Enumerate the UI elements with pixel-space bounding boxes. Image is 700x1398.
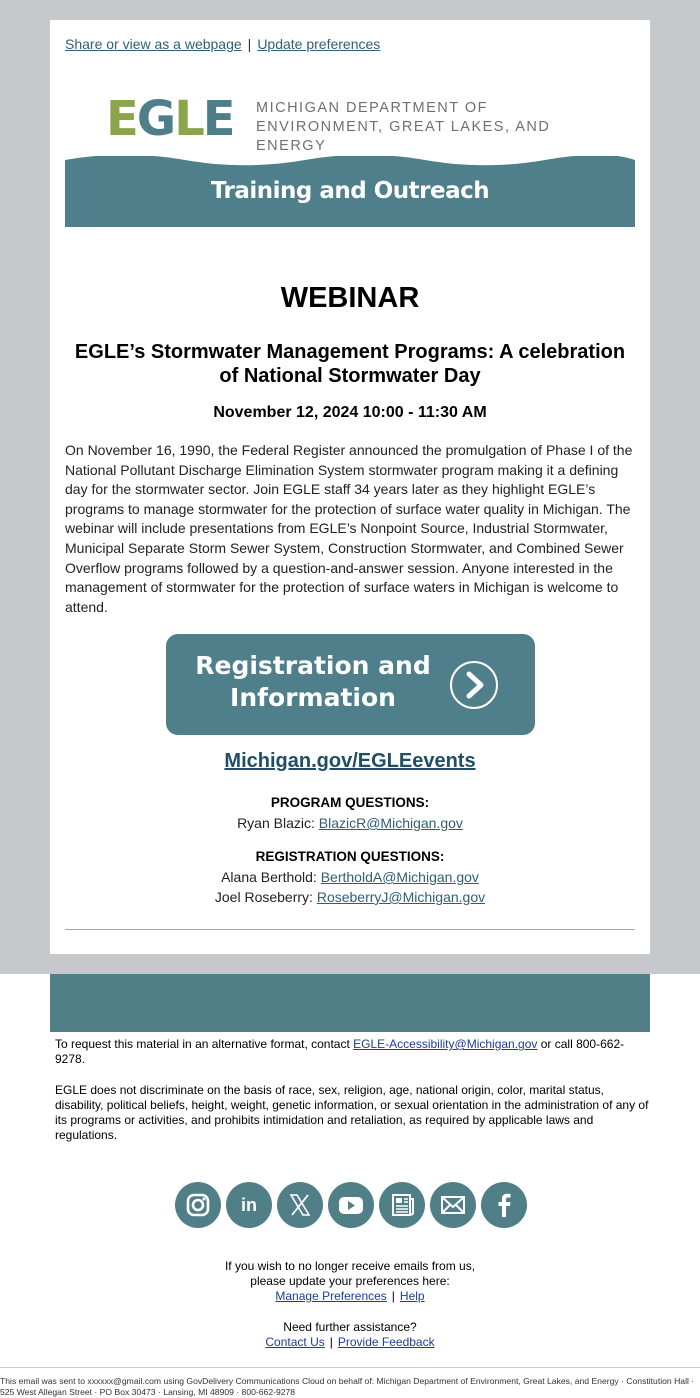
registration-button[interactable] [166,634,535,735]
logo-letter: G [136,91,175,147]
preferences-links [0,1289,700,1304]
logo-letters [106,91,234,147]
help-link[interactable]: Help [399,1289,425,1303]
youtube-icon[interactable] [328,1182,374,1228]
assistance-text: Need further assistance? [283,1320,417,1334]
update-preferences-link[interactable]: Update preferences [257,36,381,52]
facebook-glyph [481,1182,527,1228]
program-questions [50,793,650,833]
banner-title: Training and Outreach [210,178,490,204]
link-separator: | [391,1289,395,1303]
x-glyph [277,1182,323,1228]
contact-name: Ryan Blazic: [237,815,315,831]
newsletter-glyph [379,1182,425,1228]
link-separator: | [329,1335,333,1349]
manage-preferences-link[interactable]: Manage Preferences [275,1289,387,1303]
contact-row [50,813,650,833]
webinar-title: EGLE’s Stormwater Management Programs: A celebration of National Stormwater Day [74,341,626,387]
provide-feedback-link[interactable]: Provide Feedback [337,1335,435,1349]
email-icon[interactable] [430,1182,476,1228]
contact-email-link[interactable]: BertholdA@Michigan.gov [320,869,479,885]
registration-label-line-2: Information [230,683,396,712]
program-questions-heading: PROGRAM QUESTIONS: [270,795,430,810]
logo-letter: L [174,91,203,147]
header-links [65,36,380,52]
egle-logo [106,91,606,154]
training-banner [65,156,635,227]
share-link[interactable]: Share or view as a webpage [65,36,242,52]
email-card [50,20,650,954]
email-glyph [430,1182,476,1228]
youtube-glyph [328,1182,374,1228]
linkedin-glyph [226,1182,272,1228]
logo-letter: E [106,91,137,147]
egle-events-link[interactable]: Michigan.gov/EGLEevents [224,750,476,772]
logo-line-2: ENVIRONMENT, GREAT LAKES, AND ENERGY [256,119,551,154]
assistance-section [0,1320,700,1350]
header-link-separator: | [247,36,252,52]
logo-letter: E [202,91,234,147]
assistance-links [0,1335,700,1350]
logo-department-name [256,99,606,156]
chevron-right-shape [452,663,496,707]
linkedin-label: in [241,1195,257,1215]
events-link-wrapper [50,750,650,773]
facebook-icon[interactable] [481,1182,527,1228]
social-icons [175,1182,527,1228]
logo-line-1: MICHIGAN DEPARTMENT OF [256,100,488,116]
instagram-glyph [175,1182,221,1228]
unsubscribe-line-2: please update your preferences here: [250,1274,450,1288]
accessibility-notice [55,1037,650,1067]
bottom-divider [0,1367,700,1368]
nondiscrimination-notice: EGLE does not discriminate on the basis of race, sex, religion, age, national origin, color, marital status, disability, political beliefs, height, weight, genetic information, or sexual orientation in the administration of any of its programs or activities, and prohibits intimidation and retaliation, as required by applicable laws and regulations. [55,1083,649,1142]
contact-us-link[interactable]: Contact Us [265,1335,325,1349]
registration-questions [50,847,650,907]
newsletter-icon[interactable] [379,1182,425,1228]
registration-button-label [186,650,440,714]
contact-email-link[interactable]: RoseberryJ@Michigan.gov [316,889,486,905]
govdelivery-notice: This email was sent to xxxxxx@gmail.com using GovDelivery Communications Cloud on behalf of: Michigan Department of Environment, Great Lakes, and Energy · Constitution Hall · 525 West Allegan Street · PO Box 30473 · Lansing, MI 48909 · 800-662-9278 [0,1376,695,1397]
footer-teal-bar [50,974,650,1032]
registration-questions-heading: REGISTRATION QUESTIONS: [255,849,445,864]
accessibility-prefix: To request this material in an alternative format, contact [55,1037,354,1051]
webinar-description: On November 16, 1990, the Federal Register announced the promulgation of Phase I of the National Pollutant Discharge Elimination System stormwater program making it a defining day for the stormwater sector. Join EGLE staff 34 years later as they highlight EGLE’s programs to manage stormwater for the protection of surface water quality in Michigan. The webinar will include presentations from EGLE’s Nonpoint Source, Industrial Stormwater, Municipal Separate Storm Sewer System, Construction Stormwater, and Combined Sewer Overflow programs followed by a question-and-answer session. Anyone interested in the management of stormwater for the protection of surface waters in Michigan is welcome to attend. [65,442,633,615]
accessibility-suffix: or call 800-662-9278. [55,1037,625,1066]
x-twitter-icon[interactable] [277,1182,323,1228]
unsubscribe-section [0,1259,700,1304]
webinar-date: November 12, 2024 10:00 - 11:30 AM [213,404,487,421]
contact-row [50,867,650,887]
chevron-right-icon [450,661,498,709]
linkedin-icon[interactable] [226,1182,272,1228]
registration-label-line-1: Registration and [195,651,431,680]
instagram-icon[interactable] [175,1182,221,1228]
webinar-heading: WEBINAR [280,282,420,314]
contact-row [50,887,650,907]
content-divider [65,929,635,930]
contact-email-link[interactable]: BlazicR@Michigan.gov [318,815,463,831]
contact-name: Alana Berthold: [221,869,317,885]
unsubscribe-line-1: If you wish to no longer receive emails from us, [224,1259,476,1273]
accessibility-email-link[interactable]: EGLE-Accessibility@Michigan.gov [353,1037,538,1051]
contact-name: Joel Roseberry: [214,889,313,905]
